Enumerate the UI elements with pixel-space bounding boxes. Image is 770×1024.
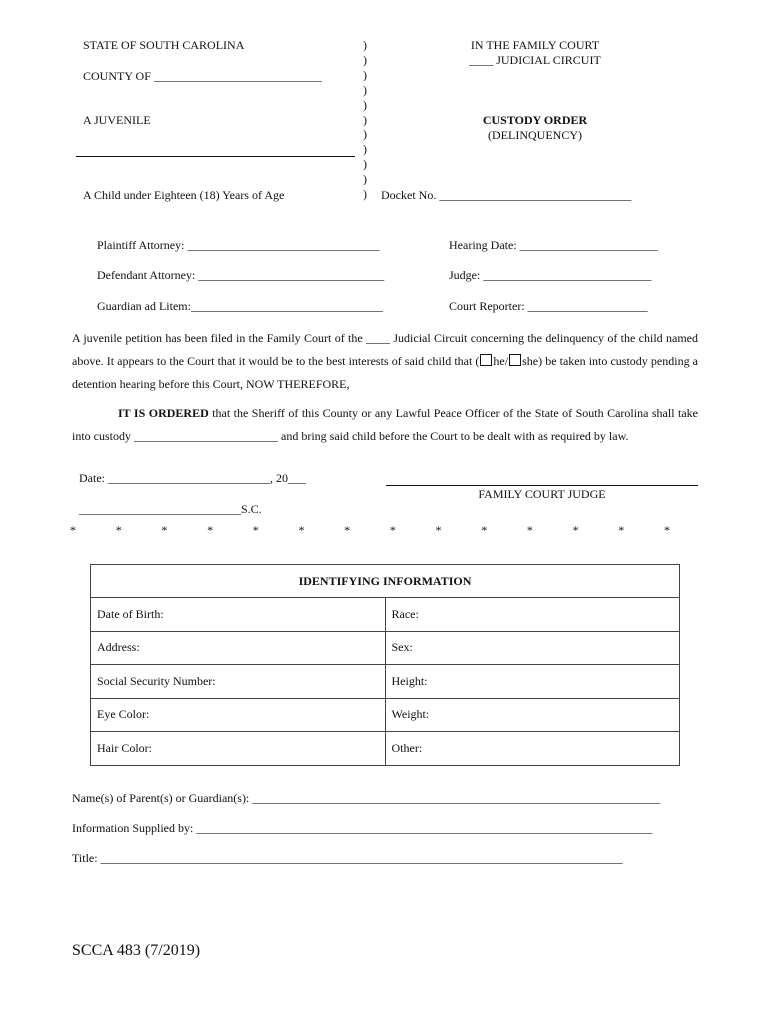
asterisk: * [70, 523, 76, 537]
juvenile-name-line[interactable] [76, 156, 355, 157]
asterisk: * [344, 523, 351, 537]
asterisk: * [435, 523, 442, 537]
judge-signature-line[interactable] [386, 485, 698, 486]
child-age-label: A Child under Eighteen (18) Years of Age [83, 188, 285, 202]
date-field[interactable]: Date: ___________________________, 20___ [79, 471, 306, 485]
asterisk: * [115, 523, 122, 537]
judge-signature-label: FAMILY COURT JUDGE [478, 487, 606, 501]
he-label: he/ [493, 354, 509, 368]
document-title: CUSTODY ORDER [482, 113, 588, 127]
ordered-text: that the Sheriff of this County or any Lawful Peace Officer of the State of South Carolina shall take into custody ________________________ and bring said child before the Court to be dealt with as required by law. [72, 406, 699, 443]
asterisk-separator [70, 523, 670, 538]
plaintiff-attorney-field[interactable]: Plaintiff Attorney: ________________________________ [97, 238, 380, 252]
hearing-date-field[interactable]: Hearing Date: _______________________ [449, 238, 658, 252]
judge-field[interactable]: Judge: ____________________________ [449, 268, 652, 282]
state-label: STATE OF SOUTH CAROLINA [83, 38, 245, 52]
petition-paragraph [72, 327, 698, 396]
docket-field[interactable]: Docket No. ________________________________ [381, 188, 632, 202]
title-field[interactable]: Title: _______________________________________________________________________________________ [72, 851, 623, 865]
she-label: she) be taken into custody pending a detention hearing before this Court, NOW THEREFORE, [72, 354, 698, 391]
she-checkbox[interactable] [509, 354, 521, 366]
identifying-heading: IDENTIFYING INFORMATION [91, 565, 680, 598]
height-cell[interactable]: Height: [385, 665, 680, 699]
other-cell[interactable]: Other: [385, 732, 680, 766]
order-paragraph [72, 402, 698, 448]
form-identifier: SCCA 483 (7/2019) [72, 942, 201, 959]
asterisk: * [481, 523, 488, 537]
court-name: IN THE FAMILY COURT [470, 38, 600, 52]
asterisk: * [298, 523, 305, 537]
petition-text: A juvenile petition has been filed in the Family Court of the ____ Judicial Circuit concerning the delinquency of the child named above. It appears to the Court that it would be to the best interests of said child that ( [72, 331, 698, 368]
asterisk: * [161, 523, 168, 537]
asterisk: * [389, 523, 396, 537]
county-field[interactable]: COUNTY OF ____________________________ [83, 69, 322, 83]
ordered-lead: IT IS ORDERED [118, 406, 209, 420]
judicial-circuit-field[interactable]: ____ JUDICIAL CIRCUIT [469, 53, 601, 67]
guardian-ad-litem-field[interactable]: Guardian ad Litem:________________________________ [97, 299, 383, 313]
caption-paren-column: ) ) ) ) ) ) ) ) ) ) ) [363, 38, 367, 202]
asterisk: * [618, 523, 625, 537]
document-subtitle: (DELINQUENCY) [488, 128, 582, 142]
court-reporter-field[interactable]: Court Reporter: ____________________ [449, 299, 648, 313]
race-cell[interactable]: Race: [385, 598, 680, 632]
juvenile-label: A JUVENILE [83, 113, 151, 127]
dob-cell[interactable]: Date of Birth: [91, 598, 386, 632]
eye-color-cell[interactable]: Eye Color: [91, 698, 386, 732]
city-field[interactable]: ___________________________S.C. [79, 502, 262, 516]
sex-cell[interactable]: Sex: [385, 631, 680, 665]
weight-cell[interactable]: Weight: [385, 698, 680, 732]
asterisk: * [207, 523, 214, 537]
hair-color-cell[interactable]: Hair Color: [91, 732, 386, 766]
asterisk: * [572, 523, 579, 537]
information-supplied-by-field[interactable]: Information Supplied by: ____________________________________________________________________________ [72, 821, 653, 835]
asterisk: * [526, 523, 533, 537]
he-checkbox[interactable] [480, 354, 492, 366]
address-cell[interactable]: Address: [91, 631, 386, 665]
asterisk: * [663, 523, 670, 537]
defendant-attorney-field[interactable]: Defendant Attorney: _______________________________ [97, 268, 385, 282]
ssn-cell[interactable]: Social Security Number: [91, 665, 386, 699]
asterisk: * [252, 523, 259, 537]
parents-guardians-field[interactable]: Name(s) of Parent(s) or Guardian(s): ____________________________________________________________________ [72, 791, 661, 805]
identifying-information-table [90, 564, 680, 766]
